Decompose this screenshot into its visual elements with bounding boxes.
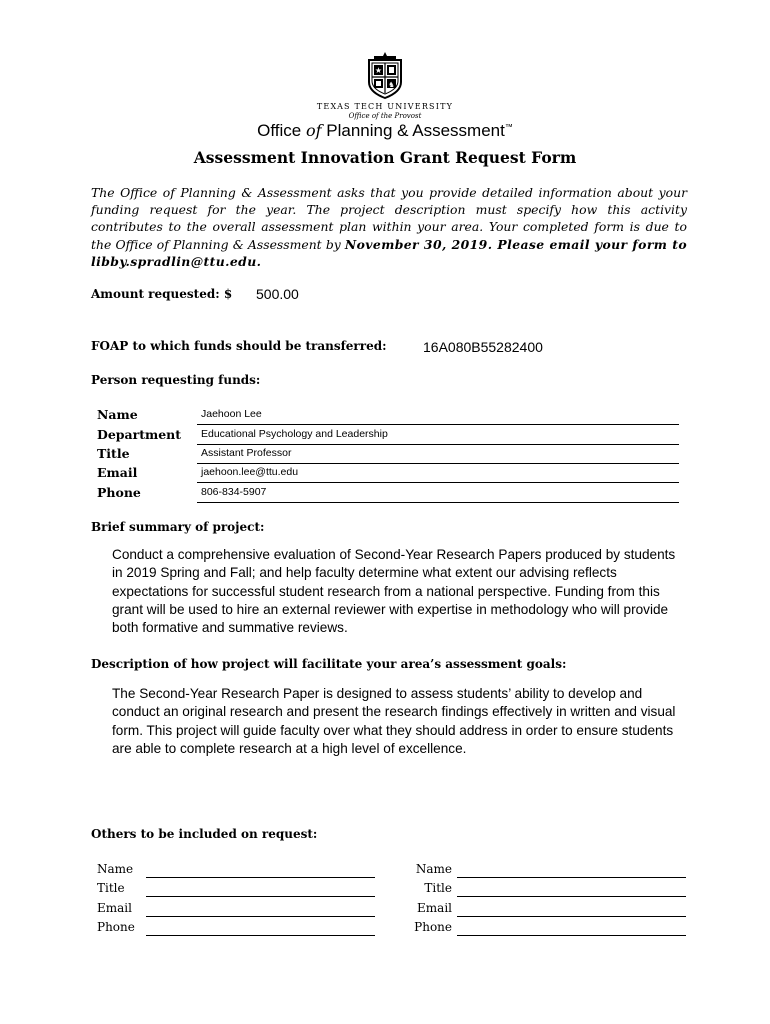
other1-name-line[interactable] <box>146 877 375 878</box>
description-text[interactable]: The Second-Year Research Paper is designed to assess students’ ability to develop and conduct an original research and present the research findings effectively in written and visual form. This project will guide faculty over what they should address in order to ensure students are able to complete research at a high level of excellence. <box>112 686 676 756</box>
svg-text:★: ★ <box>374 66 383 75</box>
other1-title-line[interactable] <box>146 896 375 897</box>
university-name: TEXAS TECH UNIVERSITY <box>316 102 454 111</box>
other1-email-line[interactable] <box>146 916 375 917</box>
person-email-label: Email <box>97 465 138 480</box>
foap-value[interactable]: 16A080B55282400 <box>423 339 543 355</box>
other1-phone-line[interactable] <box>146 935 375 936</box>
deadline-notice: November 30, 2019. Please email your form to libby.spradlin@ttu.edu. <box>91 236 687 269</box>
other1-email-label: Email <box>97 901 132 915</box>
person-department-value[interactable]: Educational Psychology and Leadership <box>201 428 388 440</box>
person-name-line <box>197 424 679 425</box>
form-title: Assessment Innovation Grant Request Form <box>193 148 577 167</box>
others-heading: Others to be included on request: <box>91 827 318 841</box>
other2-name-line[interactable] <box>457 877 686 878</box>
person-department-line <box>197 444 679 445</box>
summary-text[interactable]: Conduct a comprehensive evaluation of Second-Year Research Papers produced by students in 2019 Spring and Fall; and help faculty determine what extent our advising reflects expectations for successful student research from a national perspective. Funding from this grant will be used to hire an external reviewer with expertise in methodology who will provide both formative and summative reviews. <box>112 547 676 636</box>
person-email-line <box>197 482 679 483</box>
foap-label: FOAP to which funds should be transferred: <box>91 339 387 353</box>
other2-phone-line[interactable] <box>457 935 686 936</box>
other2-email-label: Email <box>417 901 452 915</box>
svg-text:♞: ♞ <box>388 81 395 89</box>
amount-label: Amount requested: $ <box>91 287 233 301</box>
person-title-value[interactable]: Assistant Professor <box>201 447 292 459</box>
other1-title-label: Title <box>97 881 125 895</box>
person-title-label: Title <box>97 446 130 461</box>
summary-heading: Brief summary of project: <box>91 520 265 534</box>
other1-phone-label: Phone <box>97 920 135 934</box>
other2-email-line[interactable] <box>457 916 686 917</box>
person-title-line <box>197 463 679 464</box>
texas-tech-seal-logo <box>364 50 406 100</box>
other2-phone-label: Phone <box>414 920 452 934</box>
person-email-value[interactable]: jaehoon.lee@ttu.edu <box>201 466 299 478</box>
person-phone-line <box>197 502 679 503</box>
person-name-value[interactable]: Jaehoon Lee <box>201 408 262 420</box>
person-name-label: Name <box>97 407 138 422</box>
provost-office: Office of the Provost <box>348 112 422 120</box>
office-name: Office of Planning & Assessment™ <box>257 121 513 140</box>
person-phone-label: Phone <box>97 485 141 500</box>
person-heading: Person requesting funds: <box>91 373 261 387</box>
description-heading: Description of how project will facilitate your area’s assessment goals: <box>91 657 567 671</box>
other2-title-line[interactable] <box>457 896 686 897</box>
other1-name-label: Name <box>97 862 134 876</box>
person-phone-value[interactable]: 806-834-5907 <box>201 486 267 498</box>
other2-title-label: Title <box>424 881 452 895</box>
person-department-label: Department <box>97 427 182 442</box>
other2-name-label: Name <box>415 862 452 876</box>
amount-value[interactable]: 500.00 <box>256 286 299 302</box>
intro-paragraph: The Office of Planning & Assessment asks that you provide detailed information about your funding request for the year. The project description must specify how this activity contributes to the overall assessment plan within your area. Your completed form is due to the Office of Planning & Assessment by November 30, 2019. Please email your form to libby.spradlin@ttu.edu. <box>91 185 687 269</box>
